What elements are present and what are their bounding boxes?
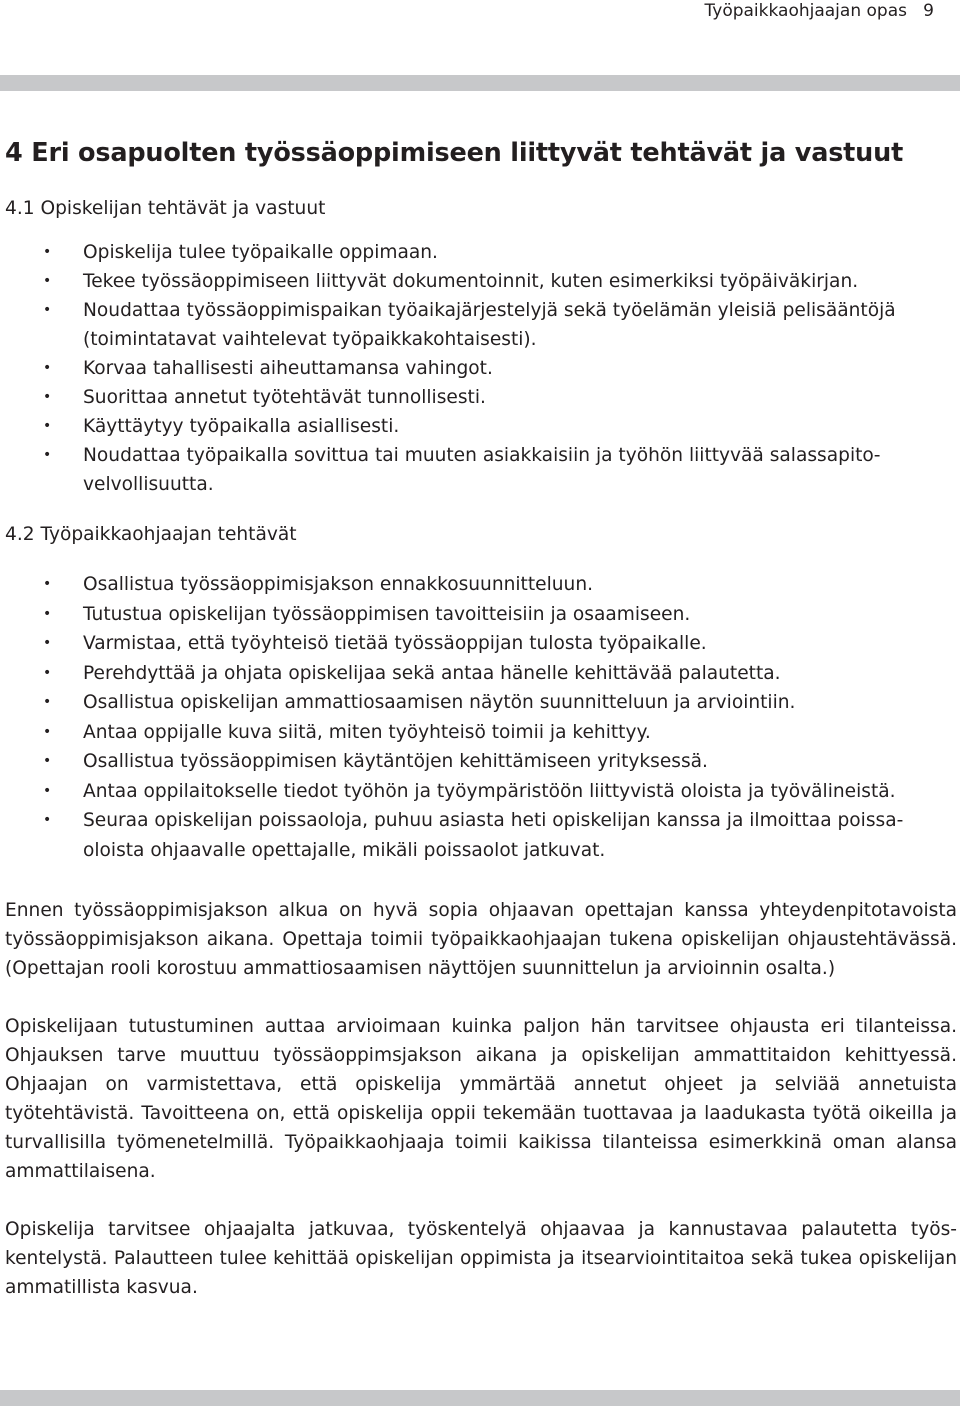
bullet-icon: •	[43, 244, 52, 260]
list-item: • Tekee työssäoppimiseen liittyvät dokumentoinnit, kuten esimerkiksi työpäiväkirjan.	[5, 267, 957, 296]
list-item: • Antaa oppilaitokselle tiedot työhön ja työympäristöön liittyvistä oloista ja työvälineistä.	[5, 777, 957, 807]
bullet-icon: •	[43, 418, 52, 434]
bullet-icon: •	[43, 635, 52, 651]
list-item: • Perehdyttää ja ohjata opiskelijaa sekä antaa hänelle kehittävää palautetta.	[5, 659, 957, 689]
bullet-icon: •	[43, 753, 52, 769]
list-item: • Seuraa opiskelijan poissaoloja, puhuu asiasta heti opiskelijan kanssa ja ilmoittaa poissaoloista ohjaavalle opettajalle, mikäli poissaolot jatkuvat.	[5, 806, 957, 865]
list-item: • Käyttäytyy työpaikalla asiallisesti.	[5, 412, 957, 441]
list-item: • Varmistaa, että työyhteisö tietää työssäoppijan tulosta työpaikalle.	[5, 629, 957, 659]
bullet-icon: •	[43, 782, 52, 799]
supervisor-duties-list	[5, 570, 957, 865]
list-item: • Osallistua työssäoppimisjakson ennakkosuunnitteluun.	[5, 570, 957, 600]
top-divider-bar	[0, 75, 960, 91]
bullet-icon: •	[43, 694, 52, 710]
body-paragraph: Opiskelijaan tutustuminen auttaa arvioimaan kuinka paljon hän tarvitsee ohjausta eri tilanteissa. Ohjauksen tarve muuttuu työssäoppimsjakson aikana ja opiskelijan ammattitaidon kehittyessä. Ohjaajan on varmistettava, että opiskelija ymmärtää annetut ohjeet ja selviää annetuista työtehtävistä. Tavoitteena on, että opiskelija oppii tekemään tuottavaa ja laadukasta työtä oikeilla ja turvallisilla työmenetelmillä. Työpaikkaohjaaja toimii kaikissa tilanteissa esimerkkinä oman alansa ammattilaisena.	[5, 1016, 957, 1182]
body-paragraph: Ennen työssäoppimisjakson alkua on hyvä sopia ohjaavan opettajan kanssa yhteydenpitotavoista työssäoppimisjakson aikana. Opettaja toimii työpaikkaohjaajan tukena opiskelijan ohjaustehtävässä. (Opettajan rooli korostuu ammattiosaamisen näyttöjen suunnittelun ja arvioinnin osalta.)	[5, 900, 957, 979]
bullet-icon: •	[43, 723, 52, 740]
list-item: • Korvaa tahallisesti aiheuttamansa vahingot.	[5, 354, 957, 383]
body-paragraph: Opiskelija tarvitsee ohjaajalta jatkuvaa, työskentelyä ohjaavaa ja kannustavaa palautetta työskentelystä. Palautteen tulee kehittää opiskelijan oppimista ja itsearviointitaitoa sekä tukea opiskelijan ammatillista kasvua.	[5, 1219, 957, 1298]
list-item: • Opiskelija tulee työpaikalle oppimaan.	[5, 238, 957, 267]
bottom-divider-bar	[0, 1390, 960, 1406]
list-item: • Suorittaa annetut työtehtävät tunnollisesti.	[5, 383, 957, 412]
student-duties-list	[5, 238, 957, 499]
section-heading-4-1: 4.1 Opiskelijan tehtävät ja vastuut	[5, 198, 326, 219]
list-item: • Antaa oppijalle kuva siitä, miten työyhteisö toimii ja kehittyy.	[5, 718, 957, 748]
section-heading-4-2: 4.2 Työpaikkaohjaajan tehtävät	[5, 524, 297, 545]
bullet-icon: •	[43, 302, 52, 318]
page-content	[5, 136, 957, 1302]
running-header: Työpaikkaohjaajan opas 9	[704, 1, 934, 21]
list-item: • Noudattaa työssäoppimispaikan työaikajärjestelyjä sekä työelämän yleisiä pelisääntöjä (toimintatavat vaihtelevat työpaikkakohtaisesti).	[5, 296, 957, 354]
list-item: • Noudattaa työpaikalla sovittua tai muuten asiakkaisiin ja työhön liittyvää salassapitovelvollisuutta.	[5, 441, 957, 499]
list-item: • Osallistua työssäoppimisen käytäntöjen kehittämiseen yrityksessä.	[5, 747, 957, 777]
list-item: • Tutustua opiskelijan työssäoppimisen tavoitteisiin ja osaamiseen.	[5, 600, 957, 630]
bullet-icon: •	[43, 273, 52, 289]
bullet-icon: •	[43, 664, 52, 681]
bullet-icon: •	[43, 360, 52, 376]
chapter-heading: 4 Eri osapuolten työssäoppimiseen liittyvät tehtävät ja vastuut	[5, 138, 904, 168]
bullet-icon: •	[43, 576, 52, 592]
bullet-icon: •	[43, 447, 52, 463]
list-item: • Osallistua opiskelijan ammattiosaamisen näytön suunnitteluun ja arviointiin.	[5, 688, 957, 718]
bullet-icon: •	[43, 605, 52, 622]
bullet-icon: •	[43, 812, 52, 828]
bullet-icon: •	[43, 389, 52, 405]
